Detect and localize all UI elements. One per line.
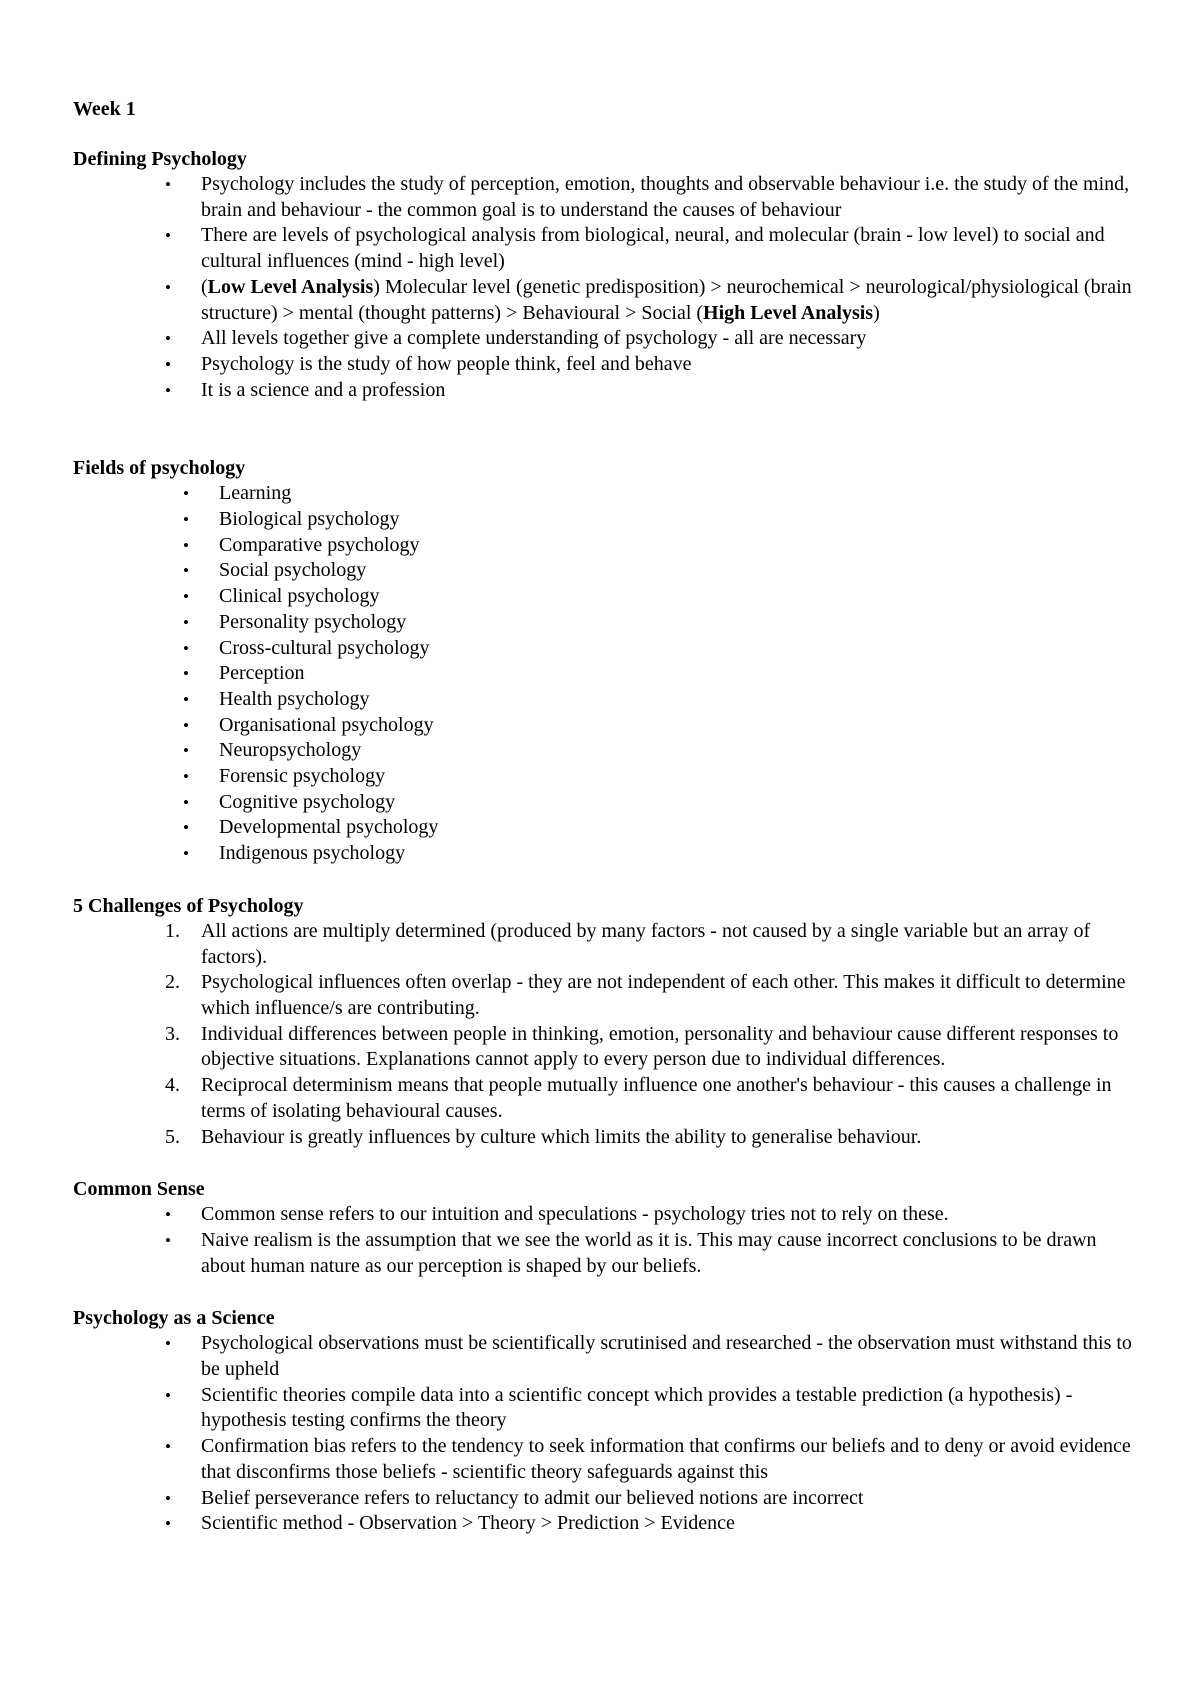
list-item-text-close: )	[873, 301, 880, 324]
list-item	[73, 661, 1133, 687]
list-item	[73, 1486, 1133, 1512]
bullet-icon: •	[165, 226, 171, 246]
list-item-text-open: (	[201, 275, 208, 298]
spacer	[73, 867, 1133, 893]
list-item-text: Confirmation bias refers to the tendency to seek information that confirms our beliefs and to deny or avoid evidence that disconfirms those beliefs - scientific theory safeguards against this	[201, 1435, 1131, 1483]
list-item	[73, 815, 1133, 841]
list-item-text: All actions are multiply determined (produced by many factors - not caused by a single variable but an array of factors).	[201, 919, 1091, 968]
bullet-icon: •	[183, 792, 189, 812]
list-item-text: Perception	[219, 662, 305, 685]
list-item-text: Social psychology	[219, 559, 367, 582]
list-item-text: Scientific method - Observation > Theory > Prediction > Evidence	[201, 1512, 735, 1535]
list-number: 5.	[165, 1125, 180, 1148]
section-fields-of-psychology	[73, 455, 1133, 867]
bullet-icon: •	[165, 329, 171, 349]
list-item	[73, 326, 1133, 352]
list-item	[73, 584, 1133, 610]
list-item	[73, 1331, 1133, 1382]
section-psychology-as-a-science	[73, 1305, 1133, 1537]
bullet-icon: •	[183, 638, 189, 658]
list-item-text: Indigenous psychology	[219, 842, 406, 865]
bullet-icon: •	[183, 767, 189, 787]
list-item-text-middle: ) Molecular level (genetic predisposition) > neurochemical > neurological/physiological (brain structure) > mental (thought patterns) > Behavioural > Social (	[201, 275, 1132, 324]
list-item	[73, 1383, 1133, 1434]
list-item-text: Naive realism is the assumption that we see the world as it is. This may cause incorrect conclusions to be drawn about human nature as our perception is shaped by our beliefs.	[201, 1228, 1097, 1277]
list-item	[73, 1434, 1133, 1485]
list-item	[73, 1202, 1133, 1228]
list-item	[73, 1073, 1133, 1124]
section-defining-psychology	[73, 146, 1133, 403]
bullet-list	[73, 1331, 1133, 1537]
bullet-icon: •	[183, 484, 189, 504]
section-heading: Fields of psychology	[73, 457, 246, 480]
list-item	[73, 636, 1133, 662]
bullet-icon: •	[165, 1334, 171, 1354]
list-item-text: Common sense refers to our intuition and speculations - psychology tries not to rely on these.	[201, 1203, 949, 1226]
list-item	[73, 687, 1133, 713]
bullet-icon: •	[183, 741, 189, 761]
list-item	[73, 378, 1133, 404]
bullet-icon: •	[165, 1514, 171, 1534]
bullet-list	[73, 172, 1133, 403]
high-level-analysis-label: High Level Analysis	[703, 301, 874, 324]
bullet-icon: •	[183, 587, 189, 607]
document-page	[73, 96, 1133, 1537]
spacer	[73, 403, 1133, 455]
list-item	[73, 481, 1133, 507]
list-item-text: Organisational psychology	[219, 713, 434, 736]
list-item-text: Reciprocal determinism means that people mutually influence one another's behaviour - this causes a challenge in terms of isolating behavioural causes.	[201, 1074, 1112, 1122]
list-item	[73, 275, 1133, 326]
spacer	[73, 1279, 1133, 1305]
list-item	[73, 790, 1133, 816]
bullet-icon: •	[183, 561, 189, 581]
list-item	[73, 713, 1133, 739]
list-item-text: Personality psychology	[219, 610, 407, 633]
list-item-text: Forensic psychology	[219, 765, 386, 788]
list-item	[73, 1125, 1133, 1151]
bullet-icon: •	[165, 1230, 171, 1250]
list-number: 3.	[165, 1022, 180, 1045]
list-item	[73, 610, 1133, 636]
bullet-icon: •	[183, 818, 189, 838]
list-item-text: Belief perseverance refers to reluctancy to admit our believed notions are incorrect	[201, 1486, 864, 1509]
list-item	[73, 558, 1133, 584]
bullet-icon: •	[183, 844, 189, 864]
list-item	[73, 919, 1133, 970]
list-item-text: Psychological influences often overlap - they are not independent of each other. This makes it difficult to determine which influence/s are contributing.	[201, 971, 1126, 1019]
list-item-text: Cognitive psychology	[219, 790, 396, 813]
section-heading: Psychology as a Science	[73, 1307, 275, 1330]
bullet-list	[73, 481, 1133, 867]
bullet-icon: •	[165, 175, 171, 194]
list-item-text: Neuropsychology	[219, 739, 362, 762]
list-item-text: Cross-cultural psychology	[219, 636, 430, 659]
list-item	[73, 352, 1133, 378]
list-item-text: Behaviour is greatly influences by culture which limits the ability to generalise behaviour.	[201, 1125, 922, 1148]
list-item-text: Psychological observations must be scientifically scrutinised and researched - the observation must withstand this to be upheld	[201, 1332, 1132, 1381]
list-item-text: Health psychology	[219, 687, 370, 710]
list-item-text: Learning	[219, 482, 292, 505]
list-item-text: Individual differences between people in thinking, emotion, personality and behaviour cause different responses to objective situations. Explanations cannot apply to every person due to individual differences.	[201, 1022, 1119, 1071]
bullet-icon: •	[165, 1437, 171, 1457]
spacer	[73, 1150, 1133, 1176]
list-item-text: All levels together give a complete understanding of psychology - all are necessary	[201, 327, 867, 350]
list-item	[73, 533, 1133, 559]
list-item-text: Biological psychology	[219, 508, 400, 531]
bullet-list	[73, 1202, 1133, 1279]
list-item	[73, 223, 1133, 274]
list-item	[73, 1022, 1133, 1073]
list-item-text: Clinical psychology	[219, 585, 380, 608]
bullet-icon: •	[183, 510, 189, 530]
bullet-icon: •	[165, 1385, 171, 1405]
section-heading: Common Sense	[73, 1178, 205, 1201]
bullet-icon: •	[183, 612, 189, 632]
list-item	[73, 1511, 1133, 1537]
bullet-icon: •	[165, 354, 171, 374]
bullet-icon: •	[165, 1205, 171, 1225]
list-item	[73, 738, 1133, 764]
list-number: 1.	[165, 919, 180, 942]
list-item-text: Psychology includes the study of perception, emotion, thoughts and observable behaviour i.e. the study of the mind, brain and behaviour - the common goal is to understand the causes of behaviour	[201, 173, 1130, 221]
list-item	[73, 841, 1133, 867]
section-challenges	[73, 893, 1133, 1150]
bullet-icon: •	[183, 664, 189, 684]
bullet-icon: •	[183, 689, 189, 709]
list-item	[73, 970, 1133, 1021]
list-item-text: Scientific theories compile data into a scientific concept which provides a testable prediction (a hypothesis) - hypothesis testing confirms the theory	[201, 1383, 1073, 1432]
section-heading: Defining Psychology	[73, 148, 247, 170]
list-item-text: Psychology is the study of how people think, feel and behave	[201, 352, 692, 375]
numbered-list	[73, 919, 1133, 1150]
list-item	[73, 1228, 1133, 1279]
list-item-text: There are levels of psychological analysis from biological, neural, and molecular (brain - low level) to social and cultural influences (mind - high level)	[201, 224, 1105, 273]
bullet-icon: •	[165, 380, 171, 400]
bullet-icon: •	[165, 277, 171, 297]
section-common-sense	[73, 1176, 1133, 1279]
list-number: 2.	[165, 971, 180, 994]
list-item	[73, 764, 1133, 790]
list-number: 4.	[165, 1074, 180, 1097]
list-item-text: Comparative psychology	[219, 533, 420, 556]
list-item-text: It is a science and a profession	[201, 378, 446, 401]
list-item-text: Developmental psychology	[219, 816, 439, 839]
page-title: Week 1	[73, 98, 136, 120]
list-item	[73, 172, 1133, 223]
section-heading: 5 Challenges of Psychology	[73, 894, 304, 917]
bullet-icon: •	[183, 535, 189, 555]
bullet-icon: •	[165, 1488, 171, 1508]
low-level-analysis-label: Low Level Analysis	[207, 275, 374, 298]
list-item	[73, 507, 1133, 533]
bullet-icon: •	[183, 715, 189, 735]
